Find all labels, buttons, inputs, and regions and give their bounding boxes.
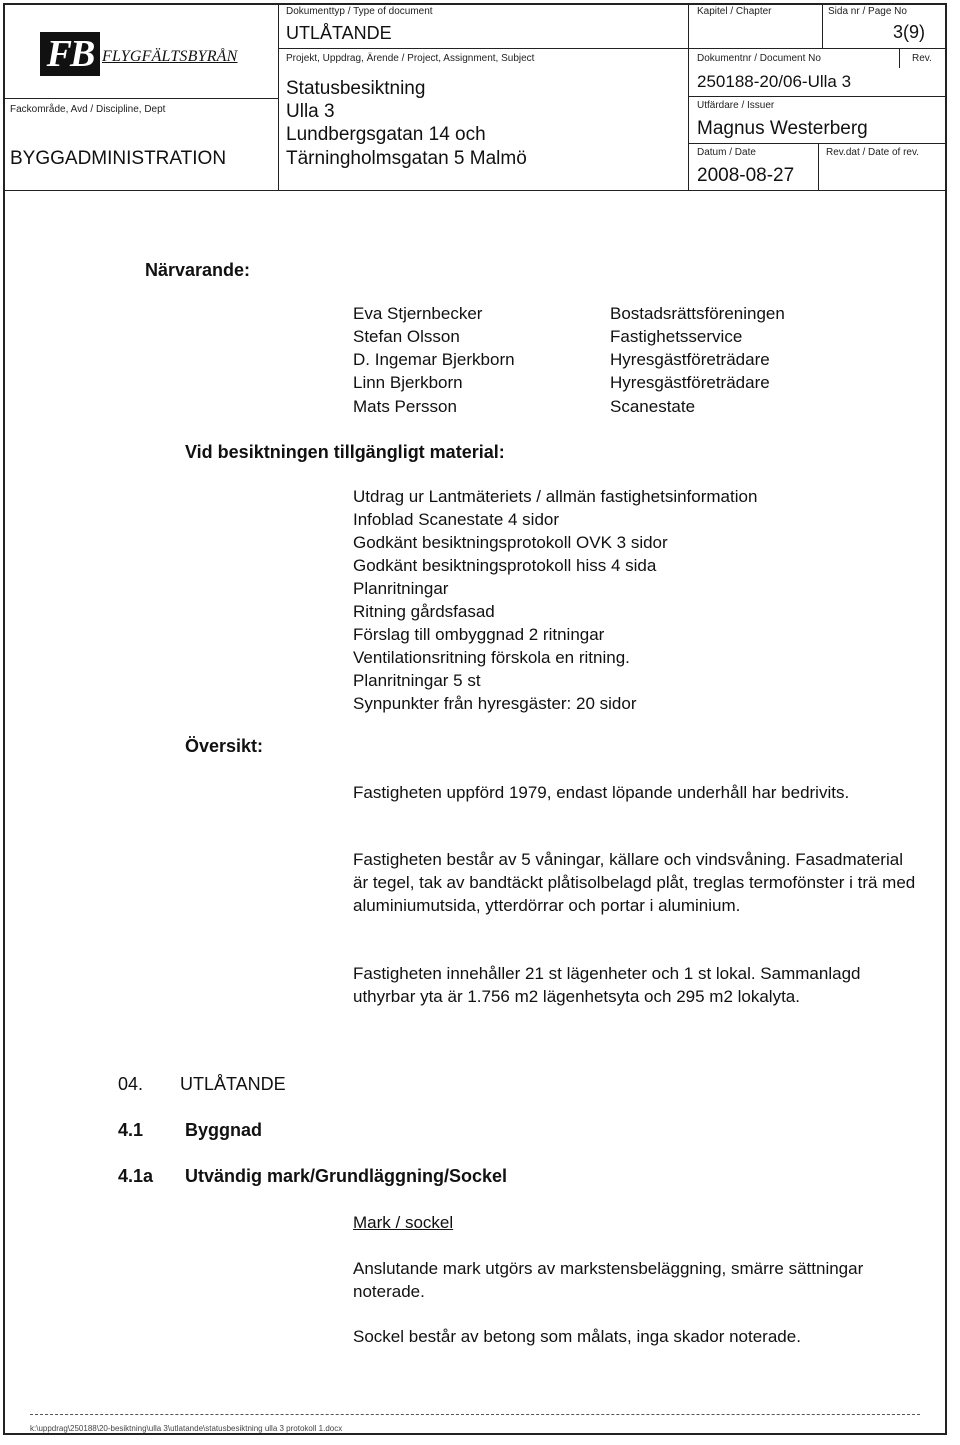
header-bottom-line xyxy=(3,190,947,191)
overview-paragraph-3: Fastigheten innehåller 21 st lägenheter och 1 st lokal. Sammanlagd uthyrbar yta är 1.756 m2 lägenhetsyta och 295 m2 lokalyta. xyxy=(353,964,861,1006)
page-value: 3(9) xyxy=(893,22,926,42)
issuer-value: Magnus Westerberg xyxy=(697,118,868,139)
overview-heading: Översikt: xyxy=(185,736,264,756)
material-item-3: Godkänt besiktningsprotokoll OVK 3 sidor xyxy=(353,533,668,552)
material-item-9: Planritningar 5 st xyxy=(353,671,481,690)
attendee-org-2: Fastighetsservice xyxy=(610,327,743,346)
dept-label: Fackområde, Avd / Discipline, Dept xyxy=(10,104,166,115)
header-col-divider-rev xyxy=(899,48,900,68)
header-divider-left xyxy=(3,98,278,99)
docno-value: 250188-20/06-Ulla 3 xyxy=(697,72,852,91)
attendee-org-4: Hyresgästföreträdare xyxy=(610,373,770,392)
material-item-7: Förslag till ombyggnad 2 ritningar xyxy=(353,625,605,644)
attendee-name-2: Stefan Olsson xyxy=(353,327,460,346)
docno-label: Dokumentnr / Document No xyxy=(697,53,821,64)
attendee-name-5: Mats Persson xyxy=(353,397,457,416)
material-heading: Vid besiktningen tillgängligt material: xyxy=(185,442,505,462)
date-value: 2008-08-27 xyxy=(697,165,795,186)
mark-paragraph-2: Sockel består av betong som målats, inga skador noterade. xyxy=(353,1327,801,1346)
attendee-org-5: Scanestate xyxy=(610,397,696,416)
company-logo-mark: FB xyxy=(40,32,100,76)
project-line-3: Lundbergsgatan 14 och xyxy=(286,124,486,145)
date-label: Datum / Date xyxy=(697,147,756,158)
doctype-value: UTLÅTANDE xyxy=(286,23,392,43)
attendee-name-3: D. Ingemar Bjerkborn xyxy=(353,350,515,369)
material-item-5: Planritningar xyxy=(353,579,449,598)
page-label: Sida nr / Page No xyxy=(828,6,907,17)
attendee-name-1: Eva Stjernbecker xyxy=(353,304,483,323)
attendees-heading: Närvarande: xyxy=(145,260,251,280)
attendee-name-4: Linn Bjerkborn xyxy=(353,373,463,392)
company-logo-text: FLYGFÄLTSBYRÅN xyxy=(102,48,238,65)
project-line-4: Tärningholmsgatan 5 Malmö xyxy=(286,148,527,169)
revdate-label: Rev.dat / Date of rev. xyxy=(826,147,920,158)
section-4-1-number: 4.1 xyxy=(118,1120,144,1140)
rev-label: Rev. xyxy=(912,53,932,64)
material-item-8: Ventilationsritning förskola en ritning. xyxy=(353,648,630,667)
header-col-divider-2 xyxy=(688,3,689,191)
footer-file-path: k:\uppdrag\250188\20-besiktning\ulla 3\utlatande\statusbesiktning ulla 3 protokoll 1.docx xyxy=(30,1424,343,1433)
attendee-org-3: Hyresgästföreträdare xyxy=(610,350,770,369)
attendee-org-1: Bostadsrättsföreningen xyxy=(610,304,785,323)
footer-divider xyxy=(30,1414,920,1415)
overview-paragraph-2: Fastigheten består av 5 våningar, källare och vindsvåning. Fasadmaterial är tegel, tak av bandtäckt plåtisolbelagd plåt, treglas termofönster i trä med aluminiumutsida, ytterdörrar och portar i aluminium. xyxy=(353,850,916,915)
section-04-number: 04. xyxy=(118,1074,144,1094)
issuer-label: Utfärdare / Issuer xyxy=(697,100,775,111)
section-04-title: UTLÅTANDE xyxy=(180,1074,286,1094)
mark-paragraph-1: Anslutande mark utgörs av markstensbeläggning, smärre sättningar noterade. xyxy=(353,1259,864,1301)
project-line-2: Ulla 3 xyxy=(286,101,335,122)
material-item-10: Synpunkter från hyresgäster: 20 sidor xyxy=(353,694,637,713)
project-line-1: Statusbesiktning xyxy=(286,78,426,99)
header-divider-doctype xyxy=(278,48,688,49)
material-item-1: Utdrag ur Lantmäteriets / allmän fastighetsinformation xyxy=(353,487,758,506)
section-4-1-title: Byggnad xyxy=(185,1120,263,1140)
header-divider-docno xyxy=(688,96,947,97)
material-item-2: Infoblad Scanestate 4 sidor xyxy=(353,510,560,529)
material-item-6: Ritning gårdsfasad xyxy=(353,602,495,621)
material-item-4: Godkänt besiktningsprotokoll hiss 4 sida xyxy=(353,556,657,575)
doctype-label: Dokumenttyp / Type of document xyxy=(286,6,433,17)
section-4-1a-number: 4.1a xyxy=(118,1166,154,1186)
header-col-divider-page xyxy=(822,3,823,49)
project-label: Projekt, Uppdrag, Ärende / Project, Assignment, Subject xyxy=(286,53,535,64)
header-col-divider-1 xyxy=(278,3,279,191)
dept-value: BYGGADMINISTRATION xyxy=(10,148,227,169)
overview-paragraph-1: Fastigheten uppförd 1979, endast löpande underhåll har bedrivits. xyxy=(353,783,850,802)
section-4-1a-title: Utvändig mark/Grundläggning/Sockel xyxy=(185,1166,508,1186)
header-divider-chapter xyxy=(688,48,947,49)
chapter-label: Kapitel / Chapter xyxy=(697,6,772,17)
header-col-divider-date xyxy=(818,143,819,191)
page-frame xyxy=(3,3,947,1435)
mark-subheading: Mark / sockel xyxy=(353,1213,454,1232)
